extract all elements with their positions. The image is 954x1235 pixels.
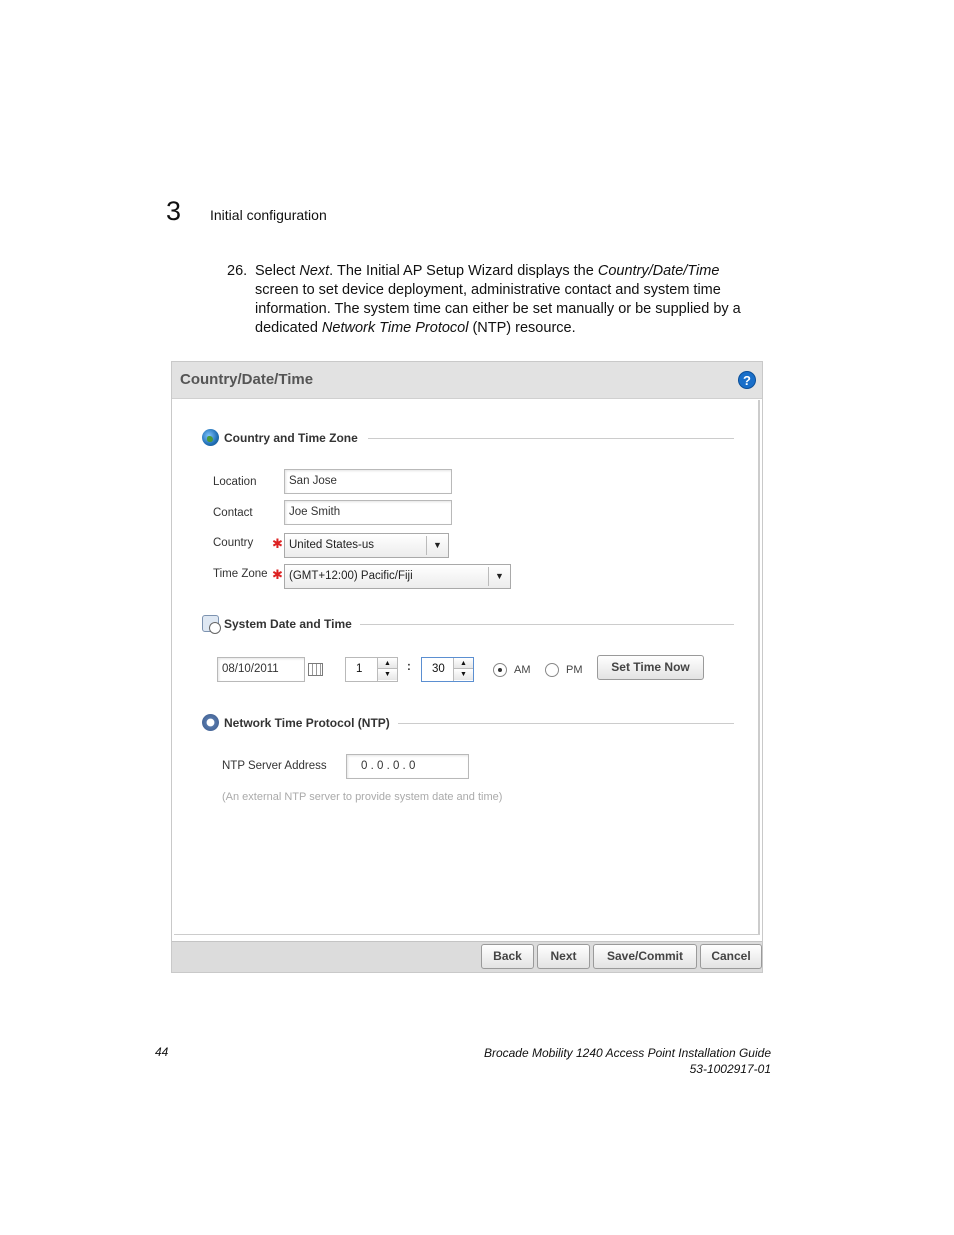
wizard-footer (172, 941, 762, 972)
country-select[interactable] (284, 533, 449, 558)
time-separator: : (407, 661, 411, 673)
globe-icon (202, 429, 219, 446)
ntp-hint: (An external NTP server to provide system date and time) (222, 791, 503, 803)
chapter-title: Initial configuration (210, 207, 327, 223)
calendar-clock-icon (202, 615, 219, 632)
step-number: 26. (227, 263, 248, 279)
chapter-number: 3 (166, 196, 182, 226)
calendar-icon[interactable] (308, 663, 323, 676)
ntp-server-label: NTP Server Address (222, 760, 327, 772)
required-icon: ✱ (272, 536, 283, 551)
back-button[interactable]: Back (481, 944, 534, 969)
arrow-down-icon[interactable]: ▼ (454, 669, 473, 680)
hour-value: 1 (356, 663, 363, 675)
next-button[interactable]: Next (537, 944, 590, 969)
question-icon[interactable]: ? (738, 371, 756, 389)
am-label: AM (514, 664, 531, 676)
save-commit-button[interactable]: Save/Commit (593, 944, 697, 969)
contact-field[interactable]: Joe Smith (284, 500, 452, 525)
contact-label: Contact (213, 507, 253, 519)
hour-stepper[interactable] (345, 657, 398, 682)
step-text (255, 262, 765, 338)
step-text-2: . The Initial AP Setup Wizard displays the (329, 263, 598, 279)
set-time-now-button[interactable]: Set Time Now (597, 655, 704, 680)
ntp-server-field[interactable]: 0 . 0 . 0 . 0 (346, 754, 469, 779)
step-text-4: (NTP) resource. (468, 320, 576, 336)
guide-title: Brocade Mobility 1240 Access Point Installation Guide (483, 1046, 771, 1060)
step-italic-ntp: Network Time Protocol (321, 320, 469, 336)
section-divider (398, 723, 734, 724)
chevron-down-icon[interactable]: ▼ (488, 567, 510, 586)
minute-value: 30 (432, 663, 445, 675)
time-zone-select-value: (GMT+12:00) Pacific/Fiji (289, 570, 413, 582)
arrow-down-icon[interactable]: ▼ (378, 669, 397, 680)
cancel-button[interactable]: Cancel (700, 944, 762, 969)
doc-number: 53-1002917-01 (689, 1062, 771, 1076)
pm-radio[interactable] (545, 663, 559, 677)
location-label: Location (213, 476, 257, 488)
section-title: System Date and Time (224, 617, 352, 631)
am-radio[interactable] (493, 663, 507, 677)
arrow-up-icon[interactable]: ▲ (378, 658, 397, 669)
chevron-down-icon[interactable]: ▼ (426, 536, 448, 555)
country-select-value: United States-us (289, 539, 375, 551)
step-italic-screen: Country/Date/Time (597, 263, 720, 279)
minute-stepper-buttons (453, 658, 473, 681)
section-divider (368, 438, 734, 439)
minute-stepper[interactable] (421, 657, 474, 682)
step-text-3: screen to set device deployment, administrative contact and system time information. The system time can either be set manually or be supplied by a dedicated (255, 282, 741, 336)
hour-stepper-buttons (377, 658, 397, 681)
time-zone-label: Time Zone (213, 568, 268, 580)
guide-footer (484, 1045, 771, 1077)
wizard-header (172, 362, 762, 399)
required-icon: ✱ (272, 567, 283, 582)
page-number: 44 (155, 1045, 169, 1059)
wizard-title: Country/Date/Time (180, 371, 314, 388)
section-title: Network Time Protocol (NTP) (224, 716, 390, 730)
location-field[interactable]: San Jose (284, 469, 452, 494)
wizard-body (174, 400, 760, 935)
pm-label: PM (566, 664, 583, 676)
section-divider (360, 624, 734, 625)
date-field[interactable]: 08/10/2011 (217, 657, 305, 682)
wizard-screenshot (171, 361, 763, 973)
step-italic-next: Next (299, 263, 330, 279)
arrow-up-icon[interactable]: ▲ (454, 658, 473, 669)
section-title: Country and Time Zone (224, 431, 358, 445)
country-label: Country (213, 537, 254, 549)
ntp-icon (202, 714, 219, 731)
step-text-1: Select (255, 263, 300, 279)
time-zone-select[interactable] (284, 564, 511, 589)
